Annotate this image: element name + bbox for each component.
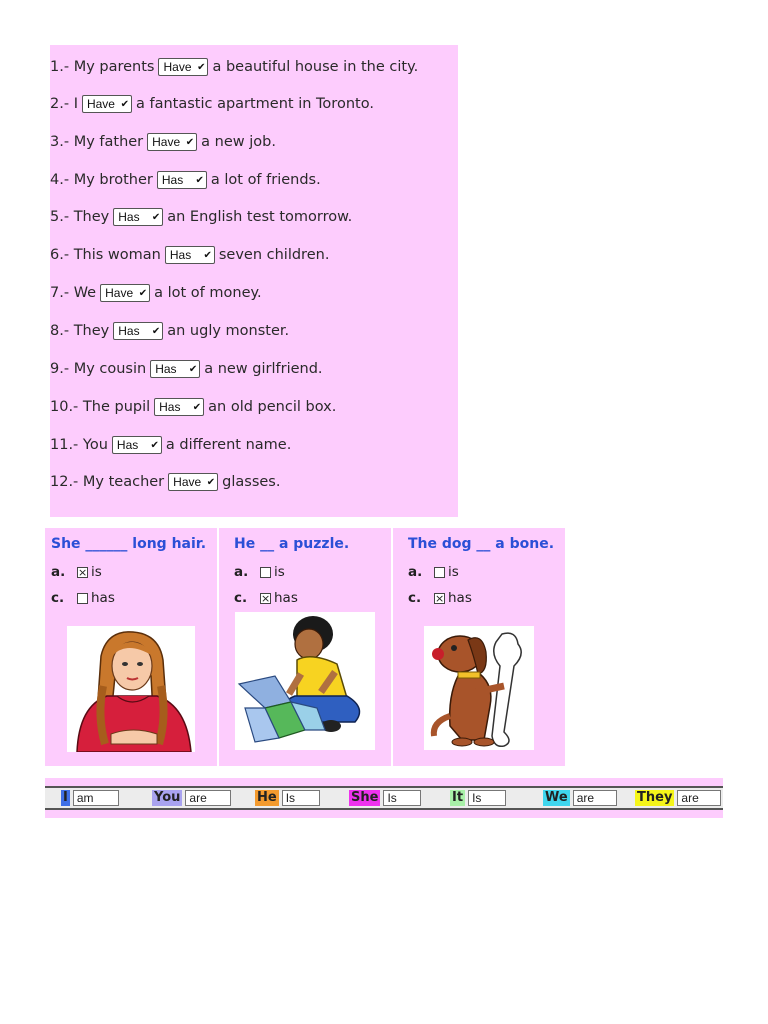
answer-select[interactable]: [168, 473, 218, 491]
checkbox-unchecked[interactable]: [434, 567, 445, 578]
sentence-start: They: [73, 209, 110, 225]
answer-select[interactable]: [112, 436, 162, 454]
sentence-end: a new job.: [201, 134, 276, 150]
checkbox-unchecked[interactable]: [260, 567, 271, 578]
sentence-row: [50, 356, 323, 382]
dog-with-bone-image: [424, 626, 534, 750]
sentence-number: 6.-: [50, 247, 70, 263]
sentence-number: 1.-: [50, 59, 70, 75]
select-value: Have: [105, 286, 134, 300]
pronoun-label: It: [452, 790, 464, 805]
select-value: Have: [163, 60, 192, 74]
sentence-end: glasses.: [222, 474, 281, 490]
sentence-row: [50, 469, 280, 495]
sentence-end: a lot of money.: [154, 285, 262, 301]
sentence-end: a new girlfriend.: [204, 361, 323, 377]
pronoun-pair: [635, 790, 721, 806]
checkbox-checked[interactable]: ×: [261, 591, 271, 605]
chevron-down-icon: ✔: [197, 61, 206, 73]
select-value: Has: [118, 210, 140, 224]
option-label: is: [448, 564, 459, 580]
option-letter: c.: [408, 590, 422, 606]
pronoun-label: I: [63, 790, 68, 805]
sentence-number: 4.-: [50, 172, 70, 188]
sentence-end: a fantastic apartment in Toronto.: [135, 96, 374, 112]
sentence-row: [50, 129, 276, 155]
dog-illustration: [424, 626, 534, 750]
girl-illustration: [67, 626, 195, 752]
option-letter: a.: [408, 564, 423, 580]
question-card: [393, 528, 565, 766]
sentence-row: [50, 91, 374, 117]
checkbox-checked[interactable]: ×: [435, 591, 445, 605]
option-label: is: [91, 564, 102, 580]
sentence-number: 10.-: [50, 399, 79, 415]
chevron-down-icon: ✔: [195, 174, 204, 186]
sentence-number: 5.-: [50, 209, 70, 225]
question-text: She ______ long hair.: [51, 536, 207, 552]
sentence-number: 3.-: [50, 134, 70, 150]
question-card: [45, 528, 217, 766]
pronoun-label: He: [257, 790, 277, 805]
select-value: Have: [152, 135, 181, 149]
option-a[interactable]: [234, 564, 285, 580]
answer-select[interactable]: [150, 360, 200, 378]
chevron-down-icon: ✔: [138, 287, 148, 299]
pronoun-label: They: [637, 790, 673, 805]
pronoun-pair: [61, 790, 119, 806]
answer-field[interactable]: are: [185, 790, 231, 806]
answer-field[interactable]: are: [573, 790, 617, 806]
sentence-row: [50, 167, 321, 193]
sentence-start: My parents: [73, 59, 155, 75]
boy-with-puzzle-image: [235, 612, 375, 750]
sentence-end: seven children.: [218, 247, 330, 263]
sentence-row: [50, 394, 336, 420]
select-value: Has: [116, 438, 139, 452]
sentence-row: [50, 54, 418, 80]
exercise-have-has-sheet: [50, 45, 458, 517]
sentence-end: a different name.: [165, 437, 292, 453]
sentence-start: My cousin: [73, 361, 147, 377]
pronoun-pair: [450, 790, 506, 806]
sentence-end: a lot of friends.: [210, 172, 321, 188]
pronoun-pair: [349, 790, 421, 806]
sentence-start: You: [82, 437, 108, 453]
answer-field[interactable]: Is: [468, 790, 506, 806]
select-value: Has: [161, 173, 184, 187]
sentence-row: [50, 318, 289, 344]
checkbox-checked[interactable]: ×: [78, 565, 88, 579]
answer-select[interactable]: [147, 133, 197, 151]
select-value: Has: [155, 362, 177, 376]
answer-field[interactable]: are: [677, 790, 721, 806]
chevron-down-icon: ✔: [203, 249, 212, 261]
sentence-row: [50, 432, 291, 458]
option-c[interactable]: [51, 590, 115, 606]
sentence-start: I: [73, 96, 78, 112]
answer-select[interactable]: [113, 322, 163, 340]
answer-select[interactable]: [113, 208, 163, 226]
sentence-row: [50, 280, 262, 306]
question-text: The dog __ a bone.: [408, 536, 555, 552]
option-letter: c.: [234, 590, 248, 606]
option-c[interactable]: [408, 590, 472, 606]
sentence-end: a beautiful house in the city.: [212, 59, 419, 75]
select-value: Has: [169, 248, 192, 262]
verb-to-be-strip: [45, 778, 723, 818]
chevron-down-icon: ✔: [150, 439, 159, 451]
option-a[interactable]: [408, 564, 459, 580]
option-letter: a.: [234, 564, 249, 580]
option-letter: a.: [51, 564, 66, 580]
sentence-number: 11.-: [50, 437, 79, 453]
select-value: Has: [118, 324, 140, 338]
checkbox-unchecked[interactable]: [77, 593, 88, 604]
answer-select[interactable]: [158, 58, 208, 76]
chevron-down-icon: ✔: [192, 401, 202, 413]
sentence-row: [50, 204, 352, 230]
pronoun-pair: [152, 790, 231, 806]
select-value: Has: [159, 400, 181, 414]
answer-select[interactable]: [100, 284, 150, 302]
sentence-number: 7.-: [50, 285, 70, 301]
question-card: [219, 528, 391, 766]
option-label: has: [91, 590, 115, 606]
pronoun-pair: [255, 790, 320, 806]
answer-field[interactable]: Is: [282, 790, 320, 806]
chevron-down-icon: ✔: [206, 476, 216, 488]
question-text: He __ a puzzle.: [234, 536, 350, 552]
option-label: has: [448, 590, 472, 606]
exercise-picture-cards: [45, 528, 565, 766]
sentence-number: 9.-: [50, 361, 70, 377]
sentence-row: [50, 242, 329, 268]
sentence-number: 8.-: [50, 323, 70, 339]
answer-select[interactable]: [165, 246, 215, 264]
sentence-start: My teacher: [82, 474, 165, 490]
pronoun-label: We: [545, 790, 568, 805]
chevron-down-icon: ✔: [120, 98, 129, 110]
sentence-end: an ugly monster.: [167, 323, 290, 339]
sentence-start: They: [73, 323, 110, 339]
select-value: Have: [173, 475, 202, 489]
option-label: is: [274, 564, 285, 580]
pronoun-label: She: [351, 790, 379, 805]
answer-field[interactable]: Is: [383, 790, 421, 806]
option-letter: c.: [51, 590, 65, 606]
sentence-start: My father: [73, 134, 144, 150]
chevron-down-icon: ✔: [151, 325, 161, 337]
answer-field[interactable]: am: [73, 790, 119, 806]
girl-with-braids-image: [67, 626, 195, 752]
sentence-start: We: [73, 285, 97, 301]
option-a[interactable]: [51, 564, 102, 580]
pronoun-pair: [543, 790, 617, 806]
sentence-start: My brother: [73, 172, 153, 188]
select-value: Have: [86, 97, 115, 111]
option-label: has: [274, 590, 298, 606]
sentence-end: an English test tomorrow.: [167, 209, 353, 225]
pronoun-label: You: [154, 790, 181, 805]
sentence-start: This woman: [73, 247, 161, 263]
boy-illustration: [235, 612, 375, 750]
sentence-start: The pupil: [82, 399, 151, 415]
answer-select[interactable]: [154, 398, 204, 416]
sentence-number: 12.-: [50, 474, 79, 490]
sentence-end: an old pencil box.: [208, 399, 337, 415]
option-c[interactable]: [234, 590, 298, 606]
chevron-down-icon: ✔: [185, 136, 195, 148]
answer-select[interactable]: [157, 171, 207, 189]
sentence-number: 2.-: [50, 96, 70, 112]
chevron-down-icon: ✔: [188, 363, 198, 375]
chevron-down-icon: ✔: [151, 211, 161, 223]
answer-select[interactable]: [82, 95, 132, 113]
